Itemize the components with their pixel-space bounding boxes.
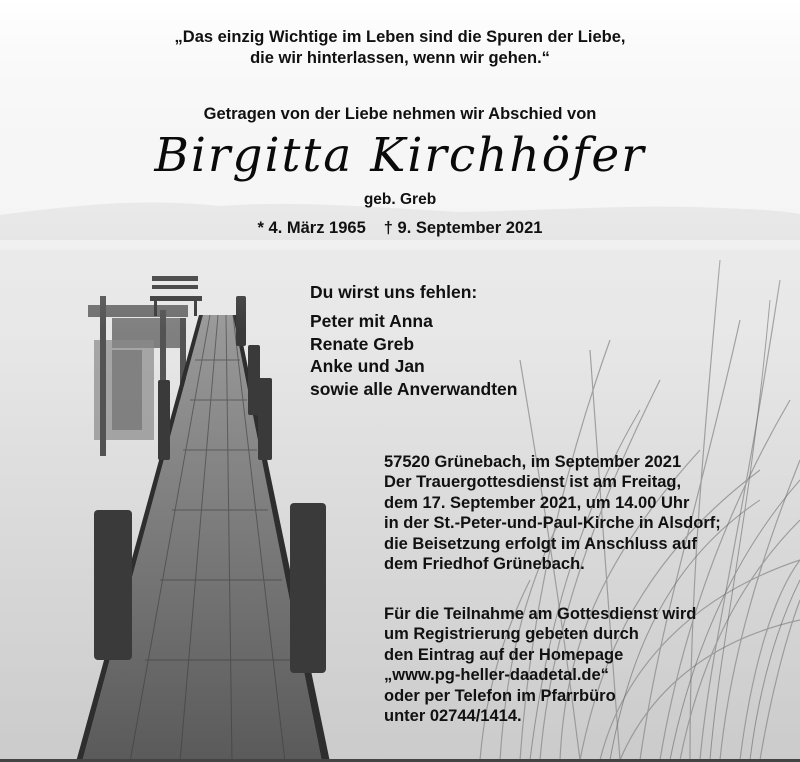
- list-item: Renate Greb: [310, 333, 415, 354]
- registration-line: um Registrierung gebeten durch: [384, 625, 639, 644]
- service-line: dem Friedhof Grünebach.: [384, 555, 585, 574]
- life-dates: [0, 219, 800, 238]
- death-date: † 9. September 2021: [383, 219, 543, 237]
- list-item: Anke und Jan: [310, 356, 425, 376]
- service-line: dem 17. September 2021, um 14.00 Uhr: [384, 493, 690, 512]
- registration-line: Für die Teilnahme am Gottesdienst wird: [384, 605, 697, 623]
- service-line: die Beisetzung erfolgt im Anschluss auf: [384, 534, 697, 553]
- service-line: 57520 Grünebach, im September 2021: [384, 453, 682, 471]
- mourners-heading: Du wirst uns fehlen:: [310, 282, 478, 302]
- list-item: Peter mit Anna: [310, 311, 433, 331]
- quote-line-2: die wir hinterlassen, wenn wir gehen.“: [250, 49, 550, 67]
- birth-date: * 4. März 1965: [257, 219, 366, 237]
- list-item: sowie alle Anverwandten: [310, 378, 518, 399]
- registration-phone: unter 02744/1414.: [384, 707, 522, 726]
- registration-line: oder per Telefon im Pfarrbüro: [384, 686, 616, 705]
- farewell-intro: Getragen von der Liebe nehmen wir Abschied von: [203, 105, 597, 123]
- service-info: [384, 452, 721, 574]
- service-line: Der Trauergottesdienst ist am Freitag,: [384, 473, 682, 492]
- memorial-quote: [0, 27, 800, 69]
- registration-url: „www.pg-heller-daadetal.de“: [384, 666, 609, 685]
- registration-info: [384, 604, 696, 726]
- deceased-name: Birgitta Kirchhöfer: [154, 128, 646, 183]
- birth-name: geb. Greb: [363, 191, 437, 208]
- service-line: in der St.-Peter-und-Paul-Kirche in Alsdorf;: [384, 514, 721, 533]
- registration-line: den Eintrag auf der Homepage: [384, 645, 624, 664]
- mourners-list: [310, 310, 517, 400]
- quote-line-1: „Das einzig Wichtige im Leben sind die Spuren der Liebe,: [174, 28, 626, 46]
